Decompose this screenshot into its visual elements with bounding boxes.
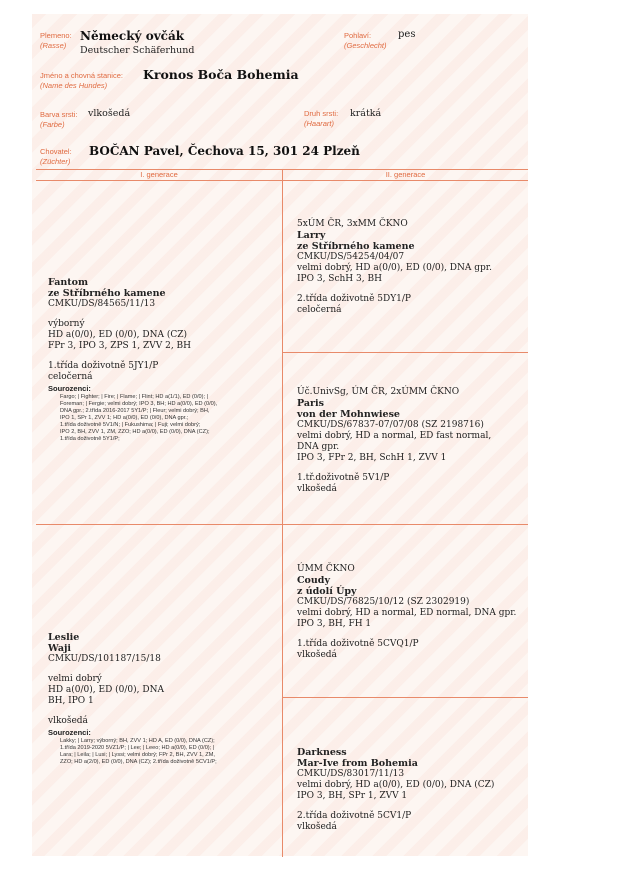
gp4-name: Darkness bbox=[297, 747, 347, 758]
dam-entry bbox=[48, 632, 276, 766]
dog-name-label: Jméno a chovná stanice: (Name des Hundes) bbox=[40, 71, 123, 90]
row-divider-gen2a bbox=[283, 352, 528, 353]
column-header-gen1: I. generace bbox=[140, 170, 178, 179]
dam-kennel: Waji bbox=[48, 643, 72, 654]
gp2-color: vlkošedá bbox=[297, 484, 337, 494]
gp1-registration: CMKU/DS/54254/04/07 bbox=[297, 252, 405, 262]
gp1-class: 2.třída doživotně 5DY1/P bbox=[297, 294, 411, 304]
gp4-exams: IPO 3, BH, SPr 1, ZVV 1 bbox=[297, 791, 408, 801]
breed-name: Německý ovčák bbox=[80, 29, 185, 43]
sire-color: celočerná bbox=[48, 372, 93, 382]
sire-exams: FPr 3, IPO 3, ZPS 1, ZVV 2, BH bbox=[48, 341, 192, 351]
color-value: vlkošedá bbox=[88, 108, 131, 119]
gp2-name: Paris bbox=[297, 398, 325, 409]
grandsire-paternal-entry bbox=[297, 219, 523, 316]
sire-entry bbox=[48, 277, 276, 443]
granddam-maternal-entry bbox=[297, 747, 523, 833]
gp2-kennel: von der Mohnwiese bbox=[297, 409, 400, 420]
dam-name: Leslie bbox=[48, 632, 80, 643]
gp1-exams: IPO 3, SchH 3, BH bbox=[297, 274, 382, 284]
coat-value: krátká bbox=[350, 108, 382, 119]
gp1-name: Larry bbox=[297, 230, 326, 241]
gp1-health: velmi dobrý, HD a(0/0), ED (0/0), DNA gpr. bbox=[297, 263, 492, 273]
sire-grade: výborný bbox=[48, 319, 85, 329]
breeder-label: Chovatel: (Züchter) bbox=[40, 147, 72, 166]
dam-siblings: Lakky; | Larry; výborný; BH, ZVV 1; HD A, ED (0/0), DNA (CZ); 1.třída 2019-2020 5VZ1/P; | Lee; | Leeo; HD a(0/0), ED (0/0); | Lara; | Leila; | Lusi; | Lyssi; velmi dobrý; FPr 2, BH, ZVV 1, ZM, ZZO; HD a(2/0), ED (0/0), DNA (CZ); 2.třída doživotně 5CV1/P; bbox=[60, 738, 217, 765]
dam-exams: BH, IPO 1 bbox=[48, 696, 94, 706]
gp3-health: velmi dobrý, HD a normal, ED normal, DNA gpr. bbox=[297, 608, 517, 618]
gp4-class: 2.třída doživotně 5CV1/P bbox=[297, 811, 412, 821]
gp1-color: celočerná bbox=[297, 305, 342, 315]
dam-registration: CMKU/DS/101187/15/18 bbox=[48, 654, 161, 664]
gp2-titles: Úč.UnivSg, ÚM ČR, 2xÚMM ČKNO bbox=[297, 387, 460, 397]
sire-siblings: Fargo; | Fighter; | Fire; | Flame; | Flint; HD a(1/1), ED (0/0); | Foreman; | Fergie; velmi dobrý; IPO 3, BH; HD a(0/0), ED (0/0), DNA gpr.; 2.třída 2016-2017 5Y1/P; | Fleur; velmi dobrý; BH, IPO 1, SPr 1, ZVV 1; HD a(0/0), ED (0/0), DNA gpr.; 1.třída doživotně 5V1/N; | Fukushima; | Fuji; velmi dobrý; IPO 2, BH, ZVV 1, ZM, ZZO; HD a(0/0), ED (0/0), DNA (CZ); 1.třída doživotně 5Y1/P; bbox=[60, 394, 218, 442]
gp3-kennel: z údolí Úpy bbox=[297, 586, 357, 597]
coat-label: Druh srsti: (Haarart) bbox=[304, 109, 339, 128]
column-divider bbox=[282, 169, 283, 857]
gp3-name: Coudy bbox=[297, 575, 330, 586]
gp4-kennel: Mar-Ive from Bohemia bbox=[297, 758, 418, 769]
sire-class: 1.třída doživotně 5JY1/P bbox=[48, 361, 159, 371]
gp2-registration: CMKU/DS/67837-07/07/08 (SZ 2198716) bbox=[297, 420, 484, 430]
sire-kennel: ze Stříbrného kamene bbox=[48, 288, 166, 299]
gp1-kennel: ze Stříbrného kamene bbox=[297, 241, 415, 252]
granddam-paternal-entry bbox=[297, 387, 523, 495]
gp2-health-cont: DNA gpr. bbox=[297, 442, 340, 452]
sire-health: HD a(0/0), ED (0/0), DNA (CZ) bbox=[48, 330, 188, 340]
gp3-titles: ÚMM ČKNO bbox=[297, 564, 355, 574]
gp4-health: velmi dobrý, HD a(0/0), ED (0/0), DNA (CZ) bbox=[297, 780, 495, 790]
dam-color: vlkošedá bbox=[48, 716, 88, 726]
gp3-registration: CMKU/DS/76825/10/12 (SZ 2302919) bbox=[297, 597, 470, 607]
column-header-gen2: II. generace bbox=[385, 170, 426, 179]
breed-name-de: Deutscher Schäferhund bbox=[80, 45, 195, 56]
gp4-color: vlkošedá bbox=[297, 822, 337, 832]
gp2-class: 1.tř.doživotně 5V1/P bbox=[297, 473, 390, 483]
gp2-health: velmi dobrý, HD a normal, ED fast normal, bbox=[297, 431, 492, 441]
gp1-titles: 5xÚM ČR, 3xMM ČKNO bbox=[297, 219, 408, 229]
gp3-class: 1.třída doživotně 5CVQ1/P bbox=[297, 639, 419, 649]
breed-label: Plemeno: (Rasse) bbox=[40, 31, 72, 50]
sire-siblings-label: Sourozenci: bbox=[48, 384, 91, 393]
gp2-exams: IPO 3, FPr 2, BH, SchH 1, ZVV 1 bbox=[297, 453, 447, 463]
sex-value: pes bbox=[398, 29, 416, 40]
dog-name: Kronos Boča Bohemia bbox=[143, 67, 299, 82]
sex-label: Pohlaví: (Geschlecht) bbox=[344, 31, 387, 50]
gp3-color: vlkošedá bbox=[297, 650, 337, 660]
sire-registration: CMKU/DS/84565/11/13 bbox=[48, 299, 156, 309]
gp3-exams: IPO 3, BH, FH 1 bbox=[297, 619, 372, 629]
color-label: Barva srsti: (Farbe) bbox=[40, 110, 78, 129]
dam-health: HD a(0/0), ED (0/0), DNA bbox=[48, 685, 164, 695]
row-divider-gen1 bbox=[36, 524, 528, 525]
row-divider-gen2b bbox=[283, 697, 528, 698]
breeder-value: BOČAN Pavel, Čechova 15, 301 24 Plzeň bbox=[89, 144, 360, 158]
gp4-registration: CMKU/DS/83017/11/13 bbox=[297, 769, 405, 779]
dam-grade: velmi dobrý bbox=[48, 674, 102, 684]
grandsire-maternal-entry bbox=[297, 564, 523, 661]
dam-siblings-label: Sourozenci: bbox=[48, 728, 91, 737]
sire-name: Fantom bbox=[48, 277, 89, 288]
